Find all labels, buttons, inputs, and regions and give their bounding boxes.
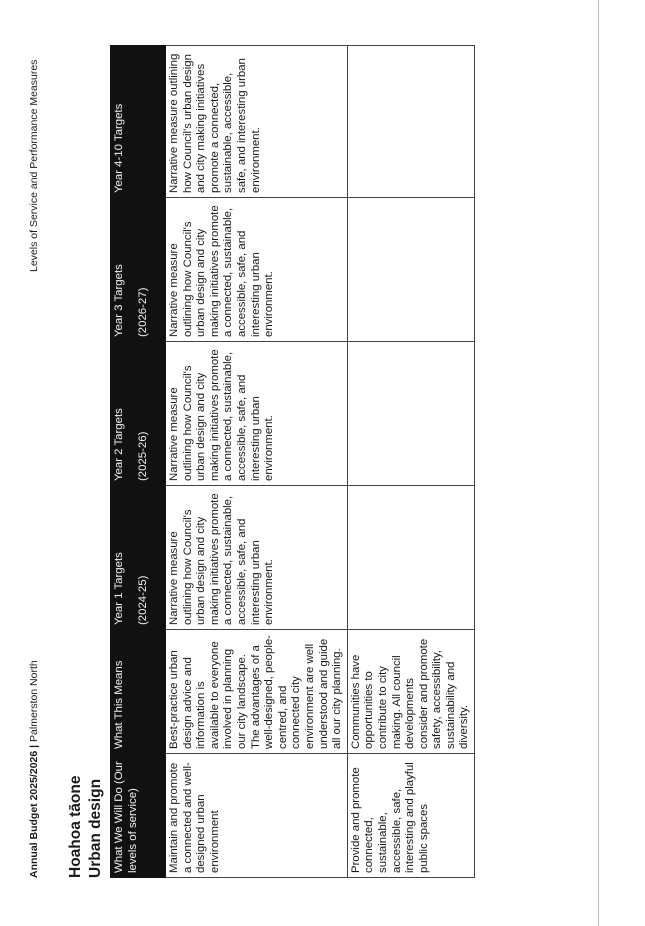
header-year1-period: (2024-25) (136, 575, 149, 625)
row2-year2 (347, 342, 474, 486)
header-year1 (111, 486, 166, 630)
row1-year2: Narrative measure outlining how Council's urban design and city making initiatives promote a connected, sustainable, accessible, safe, and interesting urban environment. (166, 342, 348, 486)
row2-year3 (347, 198, 474, 342)
title-maori: Hoahoa tāone (67, 775, 84, 878)
row1-year1: Narrative measure outlining how Council's urban design and city making initiatives promote a connected, sustainable, accessible, safe, and interesting urban environment. (166, 486, 348, 630)
header-year3-label: Year 3 Targets (113, 264, 125, 337)
header-year2 (111, 342, 166, 486)
page-divider-line (598, 0, 599, 926)
running-header-left (28, 660, 40, 878)
row2-means: Communities have opportunities to contribute to city making. All council developments consider and promote safety, accessibility, sustainability and diversity. (347, 630, 474, 754)
header-year4-10: Year 4-10 Targets (111, 46, 166, 198)
header-service: What We Will Do (Our levels of service) (111, 754, 166, 878)
running-header-right: Levels of Service and Performance Measures (28, 59, 40, 272)
row1-service: Maintain and promote a connected and well-designed urban environment (166, 754, 348, 878)
header-separator: | (28, 744, 40, 748)
header-means: What This Means (111, 630, 166, 754)
row2-year1 (347, 486, 474, 630)
table-row (347, 46, 474, 878)
header-year3-period: (2026-27) (136, 287, 149, 337)
row2-year4-10 (347, 46, 474, 198)
header-year1-label: Year 1 Targets (113, 552, 125, 625)
org-name: Palmerston North (28, 660, 40, 742)
header-year3 (111, 198, 166, 342)
budget-title: Annual Budget 2025/2026 (28, 750, 40, 878)
levels-of-service-table (110, 45, 475, 878)
header-year2-period: (2025-26) (136, 431, 149, 481)
section-title (66, 776, 106, 878)
title-english: Urban design (87, 778, 104, 878)
row1-year4-10: Narrative measure outlining how Council's urban design and city making initiatives promote a connected, sustainable, accessible, safe, and interesting urban environment. (166, 46, 348, 198)
table-row (166, 46, 348, 878)
row1-year3: Narrative measure outlining how Council's urban design and city making initiatives promote a connected, sustainable, accessible, safe, and interesting urban environment. (166, 198, 348, 342)
row1-means: Best-practice urban design advice and information is available to everyone involved in planning our city landscape. The advantages of a well-designed, people-centred, and connected city environment are well understood and guide all our city planning. (166, 630, 348, 754)
row2-service: Provide and promote connected, sustainable, accessible, safe, interesting and playful public spaces (347, 754, 474, 878)
table-header-row (111, 46, 166, 878)
header-year2-label: Year 2 Targets (113, 408, 125, 481)
